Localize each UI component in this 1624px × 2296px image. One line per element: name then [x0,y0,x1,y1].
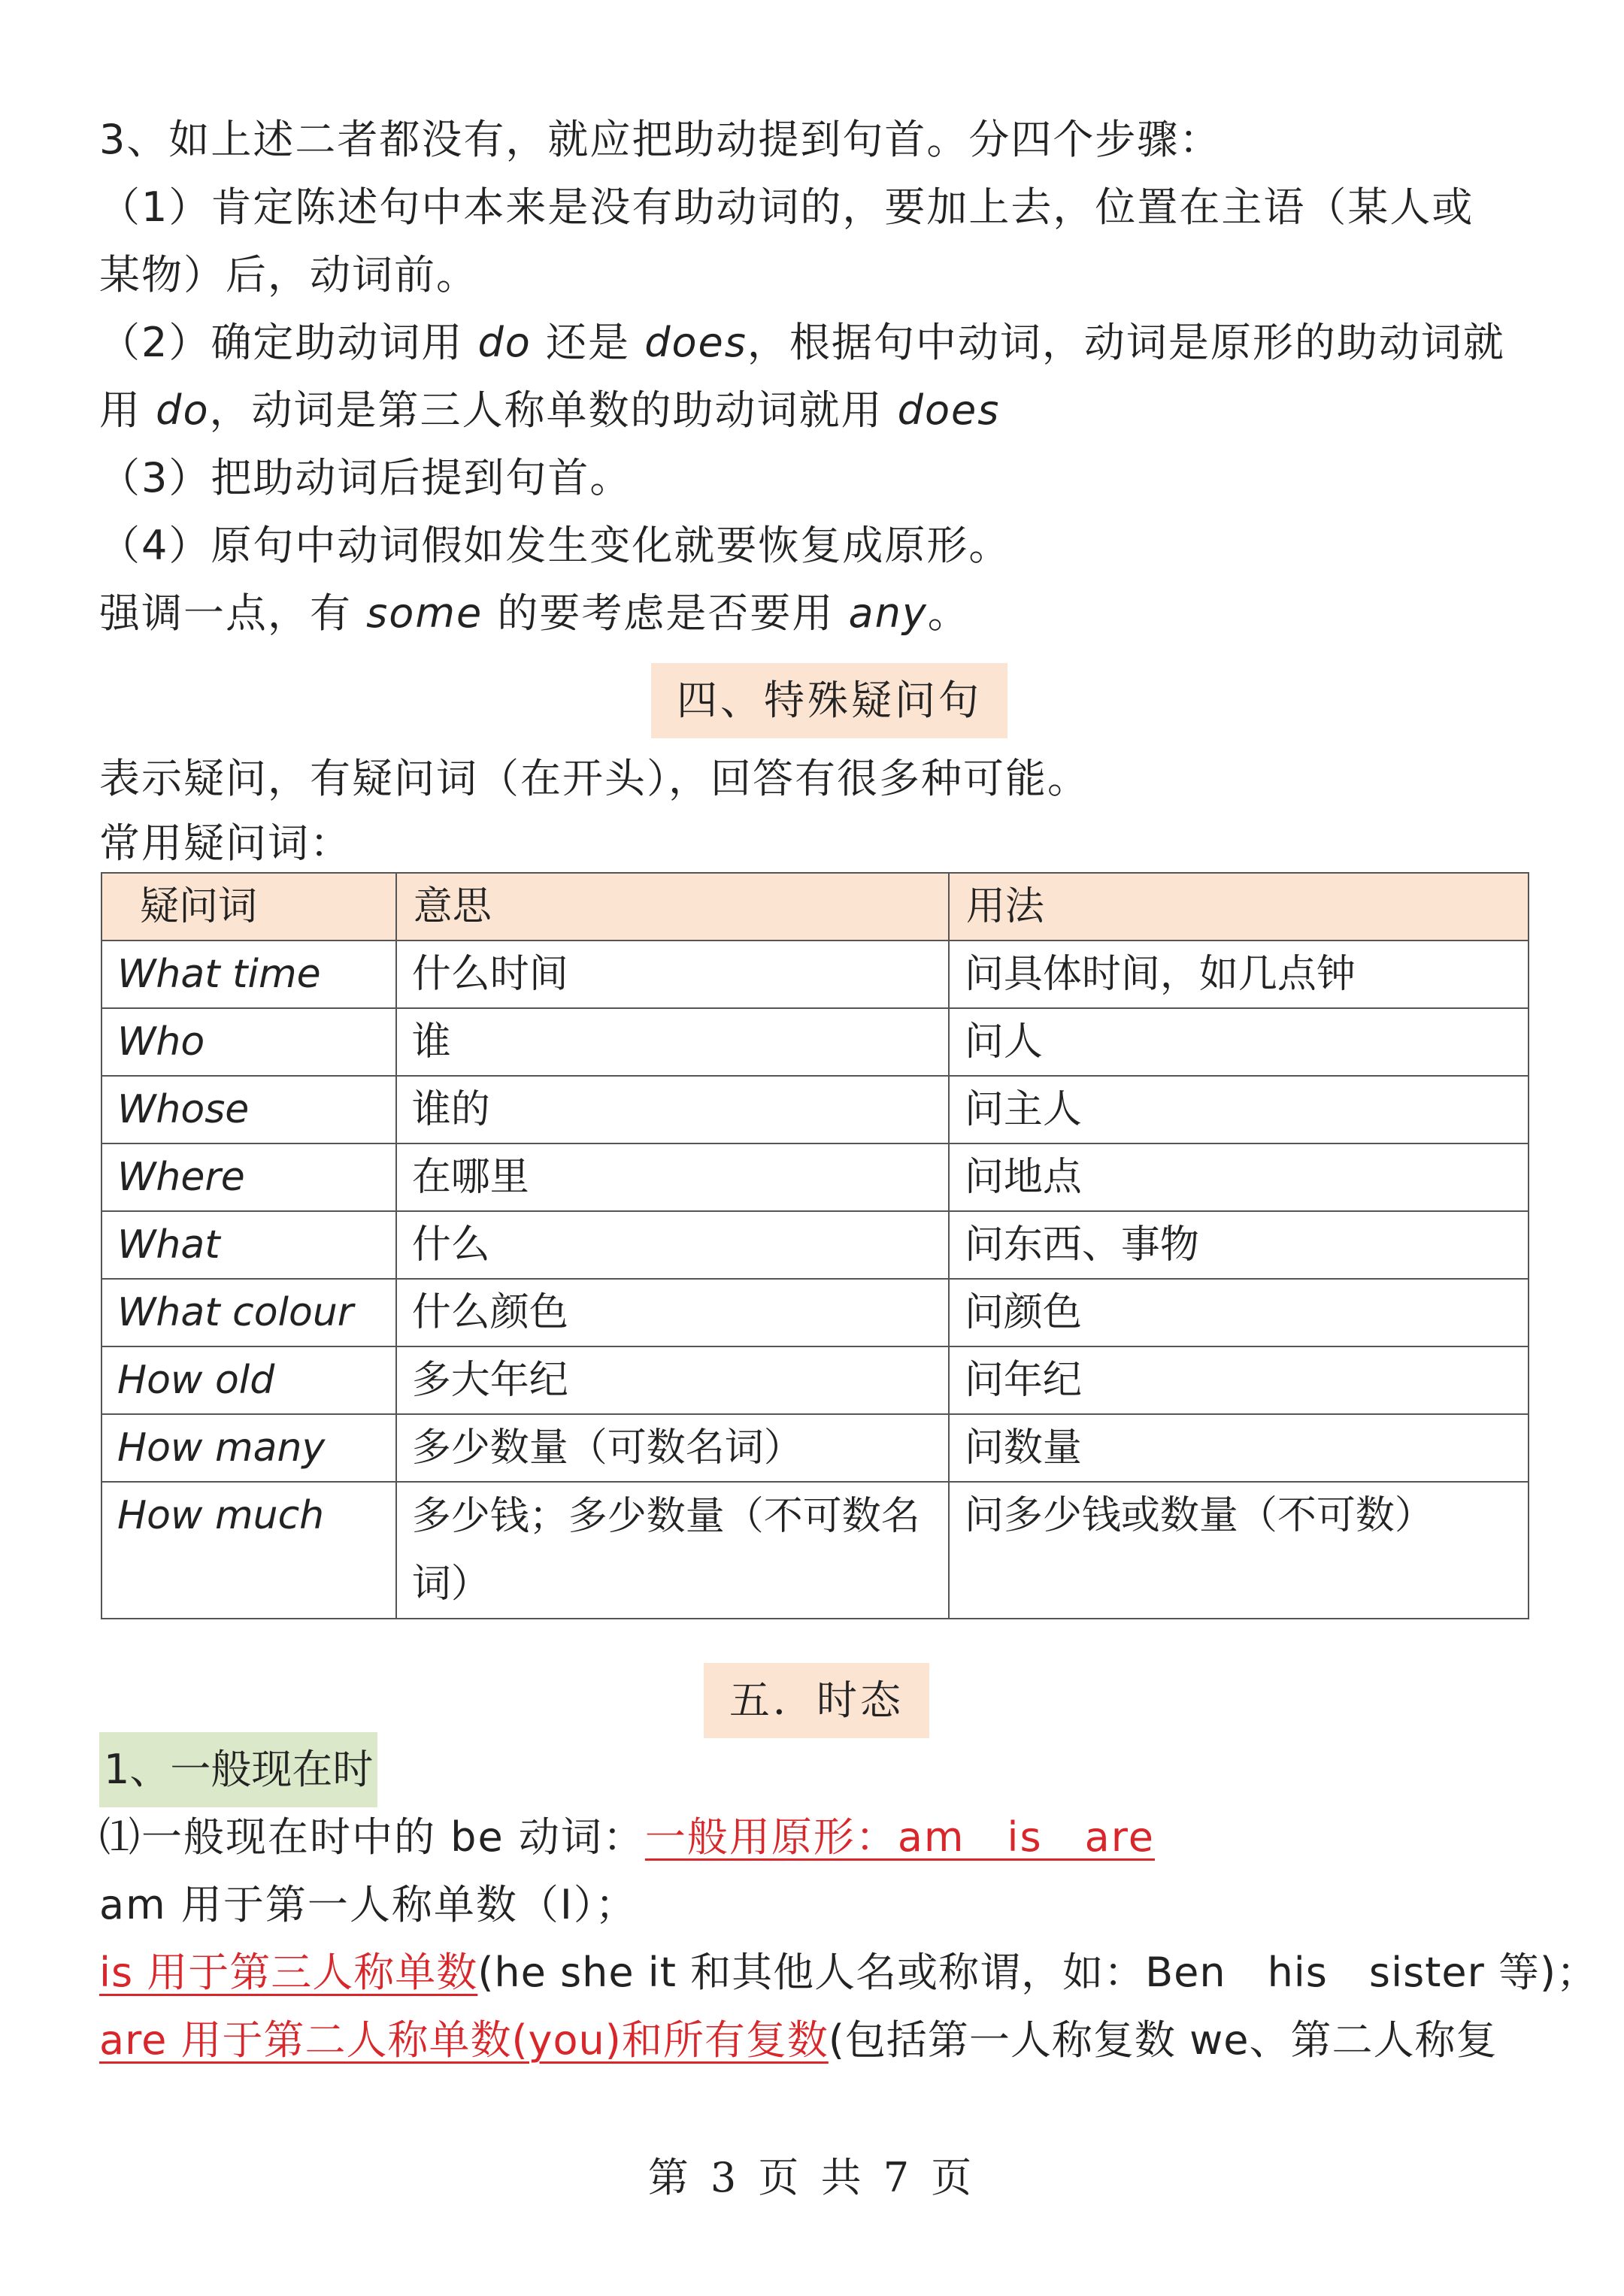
english-term: do [477,319,532,366]
cell-meaning: 多少钱；多少数量（不可数名词） [396,1482,949,1619]
text-span: （2）确定助动词用 [99,319,478,366]
step-4: （4）原句中动词假如发生变化就要恢复成原形。 [99,522,1011,569]
step-2-line-1 [99,308,1505,377]
table-row [102,1008,1529,1076]
step-2-line-2 [99,376,1000,445]
step-3: （3）把助动词后提到句首。 [99,454,632,501]
cell-meaning: 什么颜色 [396,1279,949,1346]
cell-meaning: 多大年纪 [396,1346,949,1414]
cell-meaning: 什么 [396,1211,949,1279]
cell-usage: 问年纪 [949,1346,1529,1414]
text-span: 。 [927,589,970,637]
emphasis-note [99,579,970,648]
header-word: 疑问词 [102,873,396,941]
cell-usage: 问东西、事物 [949,1211,1529,1279]
are-usage [99,2006,1497,2075]
table-row [102,1076,1529,1143]
is-usage [99,1938,1598,2007]
cell-usage: 问多少钱或数量（不可数） [949,1482,1529,1619]
text-span: (包括第一人称复数 we、第二人称复 [828,2016,1498,2064]
table-row [102,1346,1529,1414]
highlighted-rule: are 用于第二人称单数(you)和所有复数 [99,2016,829,2064]
table-header-row [102,873,1529,941]
cell-word: What [102,1211,396,1279]
text-span: (he she it 和其他人名或称谓，如：Ben his sister 等)； [477,1949,1598,1996]
english-term: does [897,386,1001,434]
cell-word: How many [102,1414,396,1482]
step-intro: 3、如上述二者都没有，就应把助动提到句首。分四个步骤： [99,116,1222,163]
step-1-line-2: 某物）后，动词前。 [99,251,478,298]
cell-word: Whose [102,1076,396,1143]
cell-word: Who [102,1008,396,1076]
table-row [102,1482,1529,1619]
text-span: ⑴一般现在时中的 be 动词： [99,1813,645,1861]
cell-meaning: 谁 [396,1008,949,1076]
question-words-table [101,872,1529,1619]
table-row [102,941,1529,1008]
cell-word: What colour [102,1279,396,1346]
cell-word: How old [102,1346,396,1414]
cell-usage: 问具体时间，如几点钟 [949,941,1529,1008]
text-span: ，动词是第三人称单数的助动词就用 [209,386,898,434]
section-4-heading: 四、特殊疑问句 [651,663,1007,738]
cell-meaning: 谁的 [396,1076,949,1143]
table-row [102,1279,1529,1346]
cell-meaning: 在哪里 [396,1143,949,1211]
highlighted-rule: 一般用原形：am is are [644,1813,1156,1861]
text-span: ，根据句中动词，动词是原形的助动词就 [747,319,1505,366]
cell-word: What time [102,941,396,1008]
english-term: do [156,386,210,434]
cell-usage: 问地点 [949,1143,1529,1211]
english-term: any [848,589,928,637]
cell-usage: 问主人 [949,1076,1529,1143]
be-verb-rule [99,1803,1155,1872]
table-row [102,1143,1529,1211]
text-span: 强调一点，有 [99,589,367,637]
am-usage: am 用于第一人称单数（I）； [99,1881,638,1928]
text-span: 用 [99,386,156,434]
table-row [102,1211,1529,1279]
cell-usage: 问颜色 [949,1279,1529,1346]
page-footer: 第 3 页 共 7 页 [647,2154,977,2201]
step-1-line-1: （1）肯定陈述句中本来是没有助动词的，要加上去，位置在主语（某人或 [99,183,1474,231]
section-4-description: 表示疑问，有疑问词（在开头），回答有很多种可能。 [99,755,1089,802]
cell-meaning: 多少数量（可数名词） [396,1414,949,1482]
cell-word: How much [102,1482,396,1619]
english-term: does [644,319,747,366]
header-meaning: 意思 [396,873,949,941]
cell-usage: 问人 [949,1008,1529,1076]
text-span: 的要考虑是否要用 [483,589,849,637]
table-row [102,1414,1529,1482]
cell-meaning: 什么时间 [396,941,949,1008]
highlighted-rule: is 用于第三人称单数 [99,1949,478,1996]
section-5-heading: 五．时态 [704,1663,929,1738]
cell-word: Where [102,1143,396,1211]
text-span: 还是 [531,319,645,366]
cell-usage: 问数量 [949,1414,1529,1482]
subsection-heading: 1、一般现在时 [99,1732,377,1807]
table-caption: 常用疑问词： [99,819,352,867]
english-term: some [366,589,483,637]
header-usage: 用法 [949,873,1529,941]
